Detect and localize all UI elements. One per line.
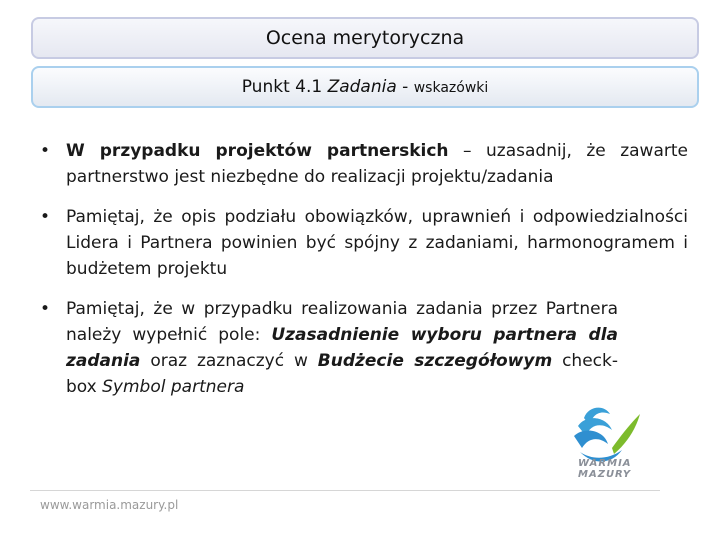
subtitle-small: wskazówki <box>413 80 489 96</box>
bullet-3-symbol: Symbol partnera <box>102 377 245 397</box>
bullet-item-3 <box>40 296 688 400</box>
bullet-2-text: Pamiętaj, że opis podziału obowiązków, uprawnień i odpowiedzialności Lidera i Partnera powinien być spójny z zadaniami, harmonogramem i budżetem projektu <box>66 207 688 279</box>
subtitle-prefix: Punkt 4.1 <box>241 77 328 97</box>
subtitle-italic: Zadania <box>327 77 397 97</box>
footer-url: www.warmia.mazury.pl <box>40 498 179 512</box>
bullet-1-text: – uzasadnij, że zawarte partnerstwo jest niezbędne do realizacji projektu/zadania <box>66 141 688 187</box>
bullet-3-text-b: oraz zaznaczyć w <box>140 351 318 371</box>
warmia-mazury-logo-icon <box>566 404 650 496</box>
bullet-3-text-a: Pamiętaj, że w przypadku realizowania zadania przez Partnera należy wypełnić pole: <box>66 299 618 345</box>
bullet-3-budget-name: Budżecie szczegółowym <box>317 351 553 371</box>
bullet-list <box>40 138 688 414</box>
footer-divider <box>30 490 660 491</box>
bullet-dot-icon: • <box>40 141 51 161</box>
bullet-dot-icon: • <box>40 207 51 227</box>
bullet-dot-icon: • <box>40 299 51 319</box>
logo-line-1: WARMIA <box>578 458 632 469</box>
slide-subtitle <box>242 77 489 97</box>
subtitle-dash: - <box>396 77 414 97</box>
logo-line-2: MAZURY <box>578 469 632 480</box>
bullet-item-1 <box>40 138 688 190</box>
slide-title: Ocena merytoryczna <box>265 27 465 49</box>
slide-title-box <box>31 17 699 59</box>
bullet-item-2 <box>40 204 688 282</box>
bullet-3-field-name: Uzasadnienie wyboru partnera dla zadania <box>66 325 618 371</box>
bullet-1-bold: W przypadku projektów partnerskich <box>66 141 449 161</box>
bullet-3-text-c: check- box <box>66 351 618 397</box>
logo-text <box>578 458 658 480</box>
slide-subtitle-box <box>31 66 699 108</box>
